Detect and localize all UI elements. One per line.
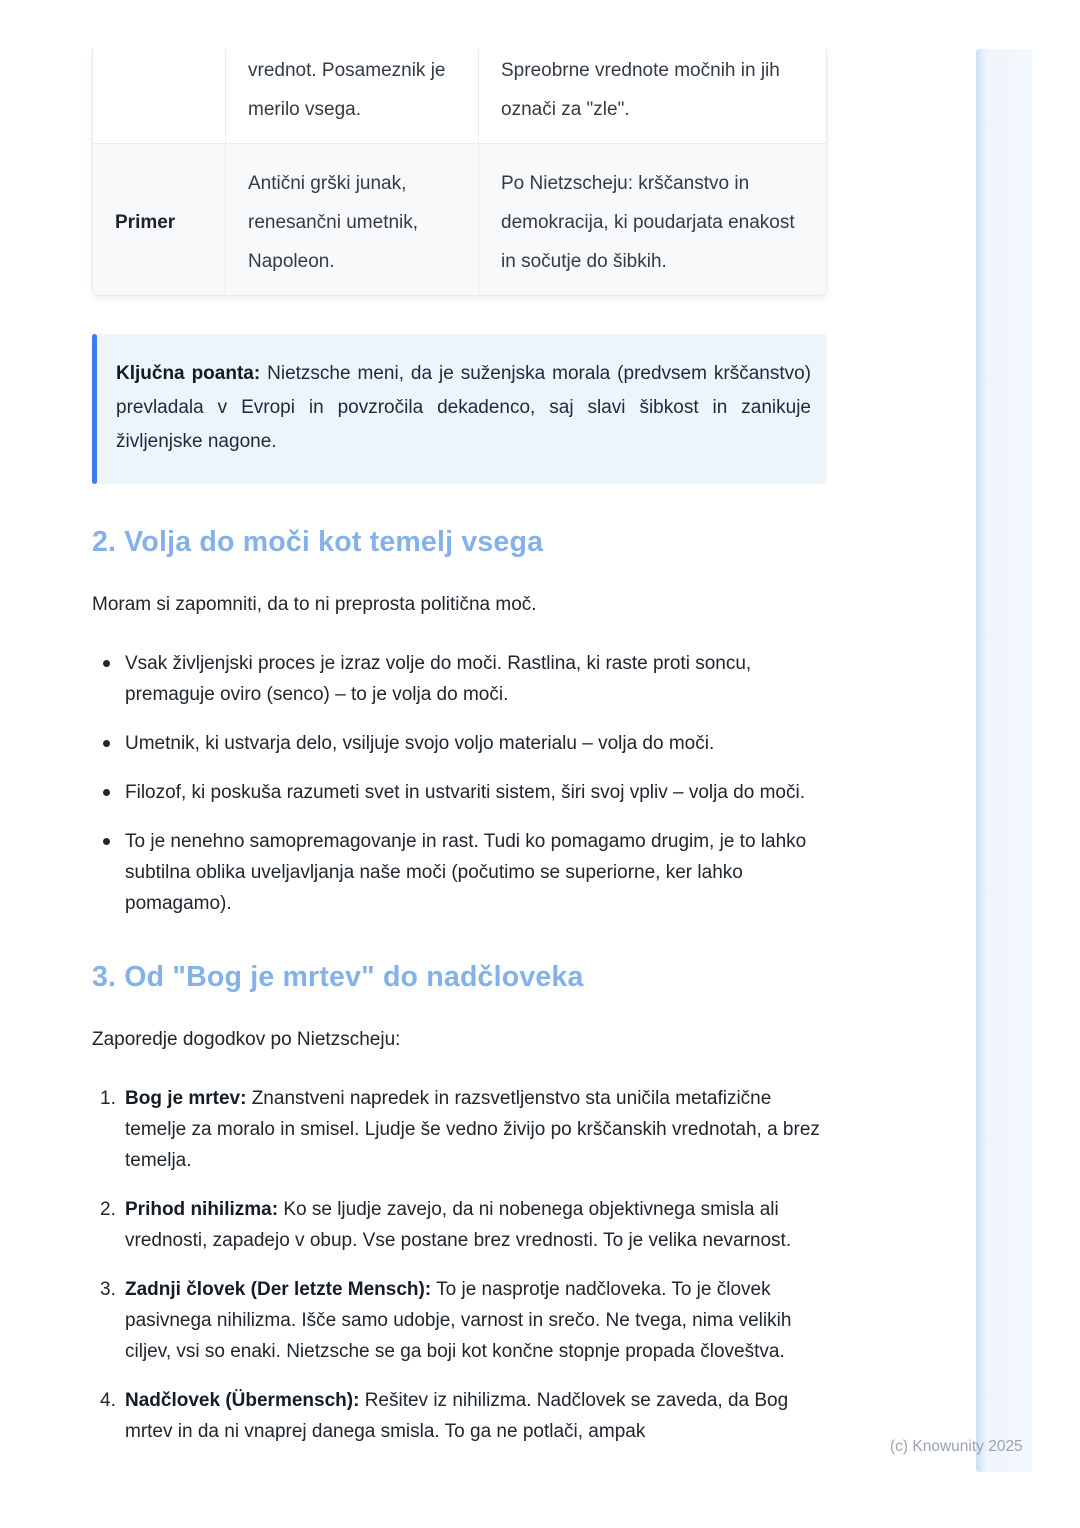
key-point-callout bbox=[92, 334, 827, 484]
list-item: Umetnik, ki ustvarja delo, vsiljuje svojo voljo materialu – volja do moči. bbox=[92, 728, 827, 759]
list-item bbox=[92, 1194, 827, 1256]
table-cell: Spreobrne vrednote močnih in jih označi za "zle". bbox=[478, 49, 826, 143]
section-3-numbered-list bbox=[92, 1083, 827, 1447]
list-item-term: Bog je mrtev: bbox=[125, 1088, 247, 1109]
list-item bbox=[92, 1274, 827, 1367]
section-2-intro: Moram si zapomniti, da to ni preprosta politična moč. bbox=[92, 594, 537, 615]
callout-accent-bar bbox=[92, 334, 97, 484]
section-2-heading: 2. Volja do moči kot temelj vsega bbox=[92, 526, 544, 558]
list-item-term: Zadnji človek (Der letzte Mensch): bbox=[125, 1279, 432, 1300]
list-item-text: To je nasprotje nadčloveka. To je človek pasivnega nihilizma. Išče samo udobje, varnost in srečo. Ne tvega, nima velikih ciljev, vsi so enaki. Nietzsche se ga boji kot končne stopnje propada človeštva. bbox=[125, 1279, 792, 1362]
table-row bbox=[93, 143, 826, 295]
table-row bbox=[93, 49, 826, 143]
list-item bbox=[92, 1385, 827, 1447]
list-item-term: Nadčlovek (Übermensch): bbox=[125, 1390, 360, 1411]
callout-text: Nietzsche meni, da je suženjska morala (predvsem krščanstvo) prevladala v Evropi in povzročila dekadenco, saj slavi šibkost in zanikuje življenjske nagone. bbox=[116, 363, 811, 452]
list-item: To je nenehno samopremagovanje in rast. Tudi ko pomagamo drugim, je to lahko subtilna oblika uveljavljanja naše moči (počutimo se superiorne, ker lahko pomagamo). bbox=[92, 826, 827, 919]
copyright-watermark: (c) Knowunity 2025 bbox=[890, 1438, 1023, 1455]
list-item-text: Znanstveni napredek in razsvetljenstvo sta uničila metafizične temelje za moralo in smisel. Ljudje še vedno živijo po krščanskih vrednotah, a brez temelja. bbox=[125, 1088, 820, 1171]
comparison-table bbox=[92, 49, 827, 296]
table-cell: Antični grški junak, renesančni umetnik, Napoleon. bbox=[225, 143, 478, 295]
table-row-header: Primer bbox=[93, 143, 225, 295]
table-cell: vrednot. Posameznik je merilo vsega. bbox=[225, 49, 478, 143]
list-item-text: Ko se ljudje zavejo, da ni nobenega objektivnega smisla ali vrednosti, zapadejo v obup. Vse postane brez vrednosti. To je velika nevarnost. bbox=[125, 1199, 792, 1251]
section-2-bullet-list bbox=[92, 648, 827, 919]
list-item bbox=[92, 1083, 827, 1176]
table-row-header bbox=[93, 49, 225, 143]
table-cell: Po Nietzscheju: krščanstvo in demokracija, ki poudarjata enakost in sočutje do šibkih. bbox=[478, 143, 826, 295]
document-content bbox=[92, 0, 827, 1465]
list-item: Vsak življenjski proces je izraz volje do moči. Rastlina, ki raste proti soncu, premaguje oviro (senco) – to je volja do moči. bbox=[92, 648, 827, 710]
list-item-text: Rešitev iz nihilizma. Nadčlovek se zaveda, da Bog mrtev in da ni vnaprej danega smisla. To ga ne potlači, ampak bbox=[125, 1390, 789, 1442]
list-item-term: Prihod nihilizma: bbox=[125, 1199, 279, 1220]
page-edge-panel bbox=[976, 49, 1032, 1472]
list-item: Filozof, ki poskuša razumeti svet in ustvariti sistem, širi svoj vpliv – volja do moči. bbox=[92, 777, 827, 808]
callout-label: Ključna poanta: bbox=[116, 363, 261, 384]
section-3-intro: Zaporedje dogodkov po Nietzscheju: bbox=[92, 1029, 401, 1050]
section-3-heading: 3. Od "Bog je mrtev" do nadčloveka bbox=[92, 961, 584, 993]
